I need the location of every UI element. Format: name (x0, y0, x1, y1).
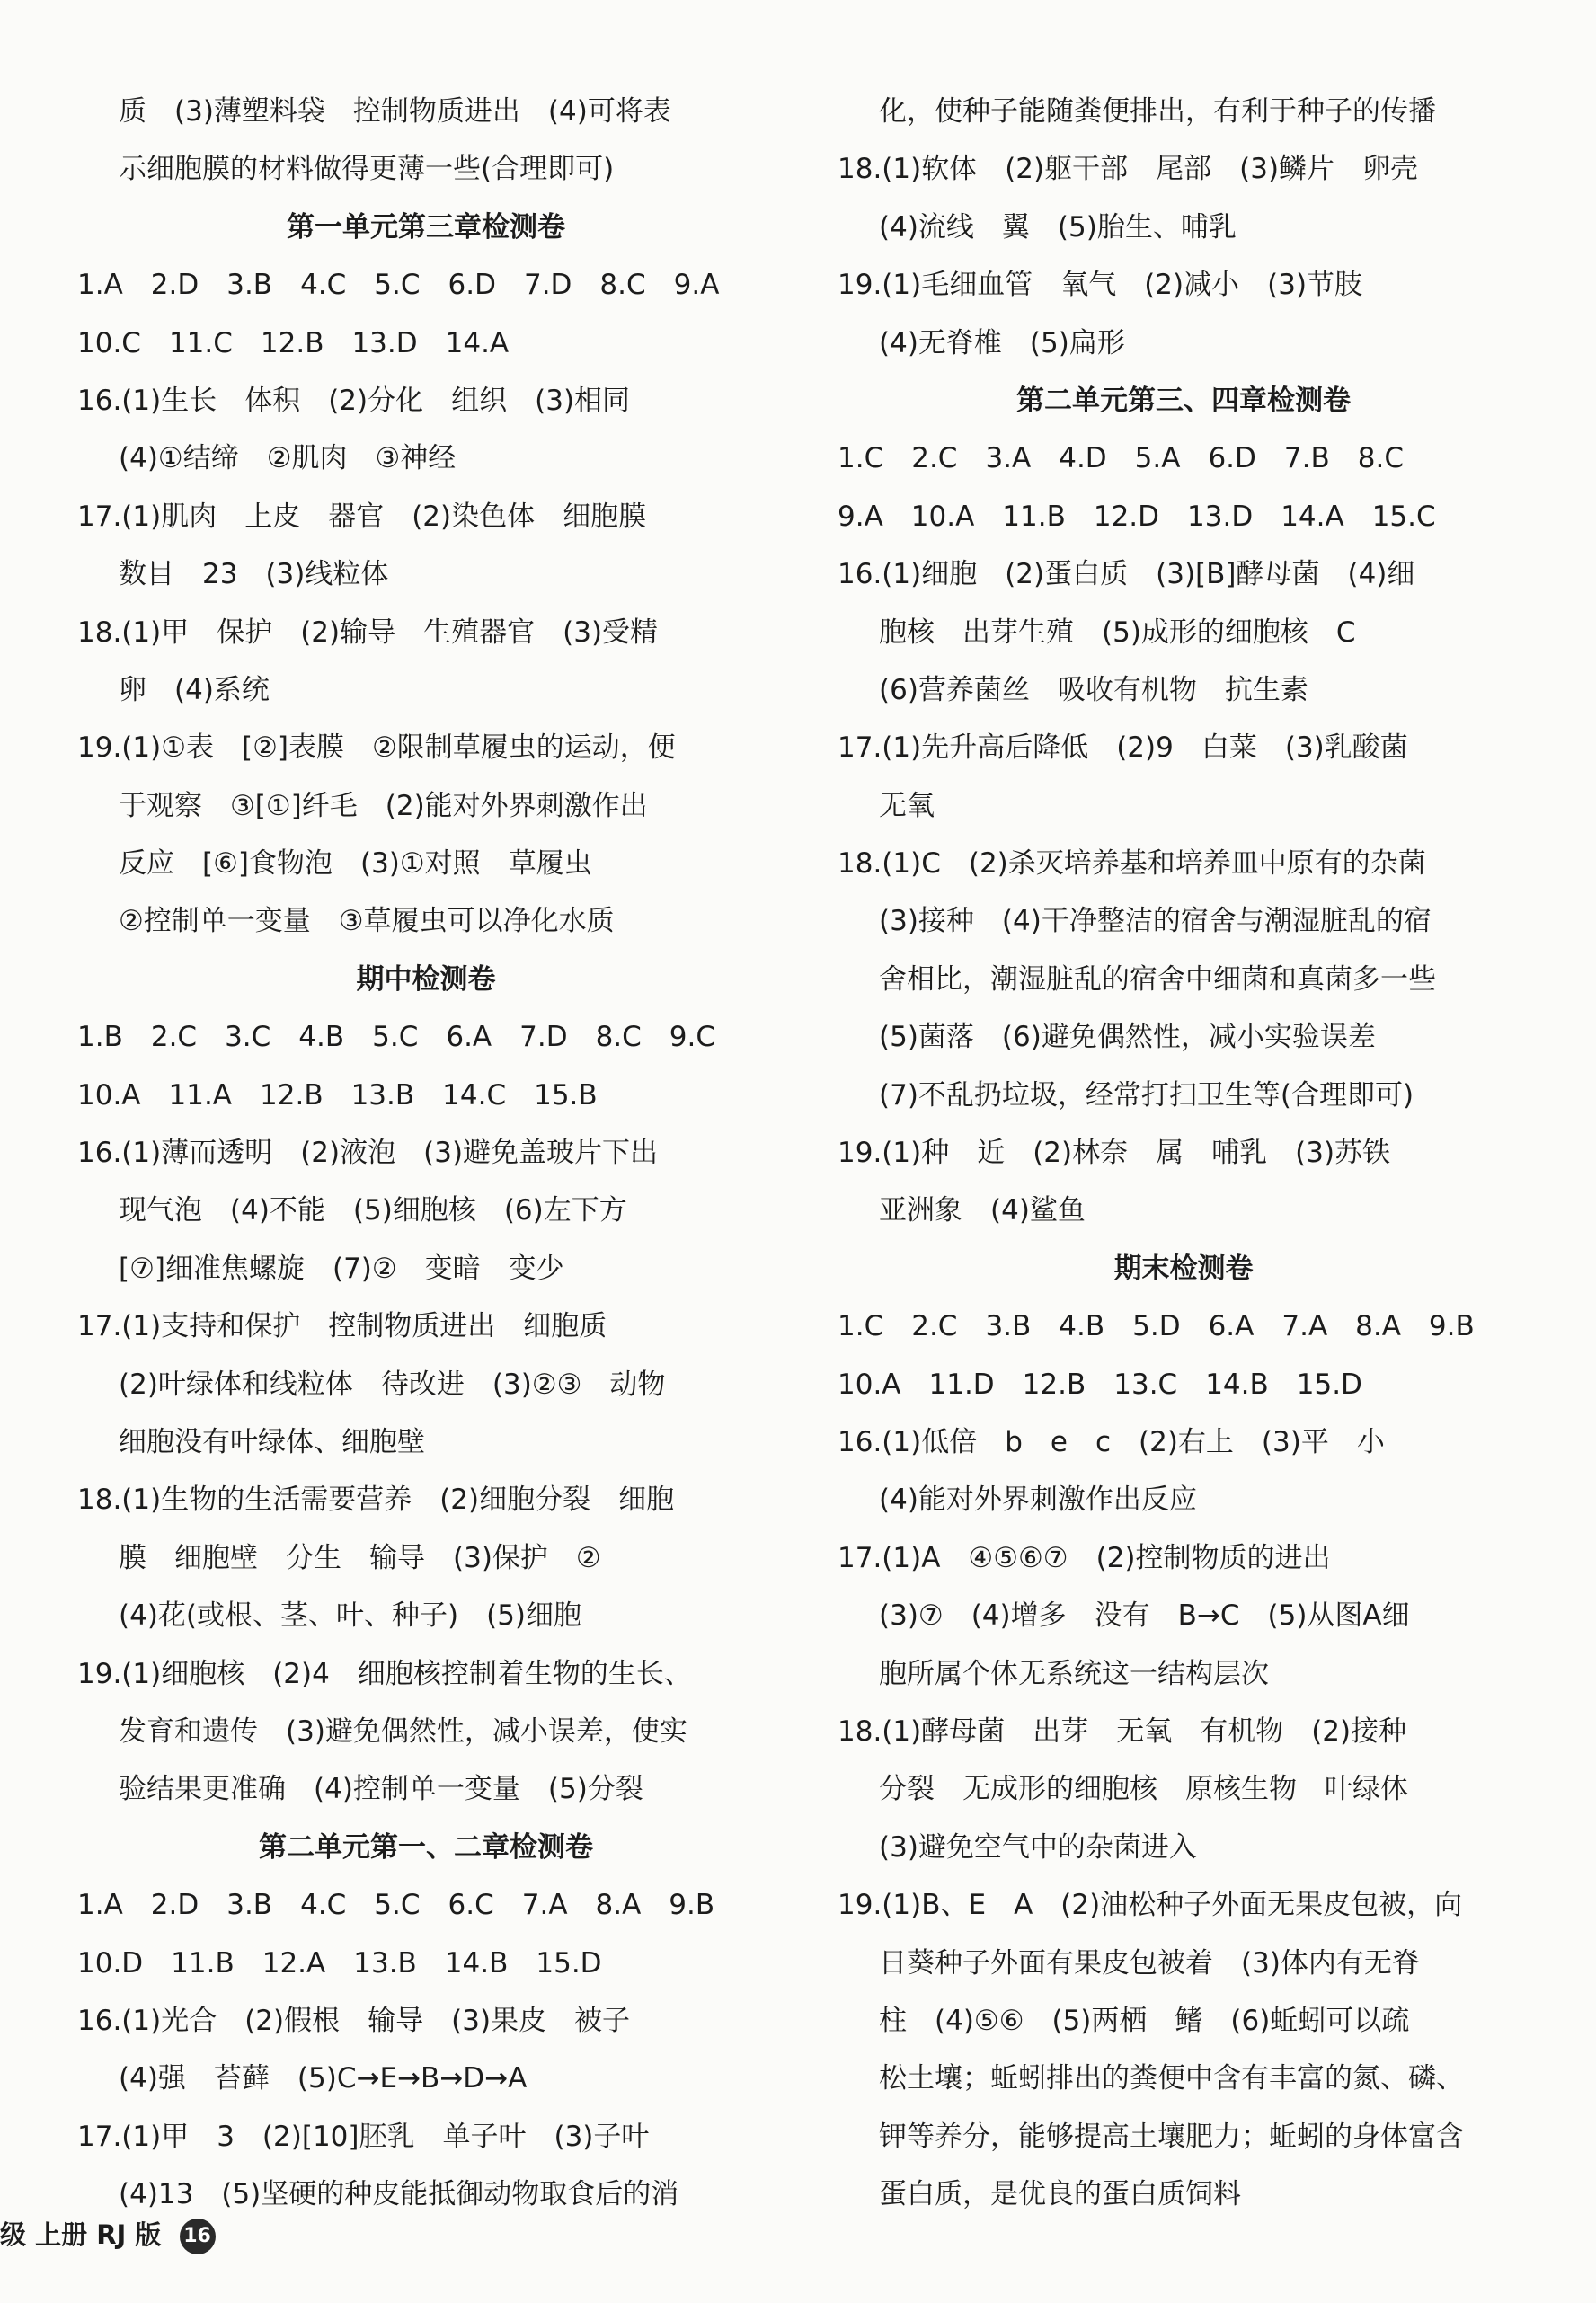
right-column (838, 83, 1530, 2223)
answer-line: 分裂 无成形的细胞核 原核生物 叶绿体 (879, 1773, 1408, 1806)
answer-line: 亚洲象 (4)鲨鱼 (879, 1194, 1086, 1227)
answer-line: 卵 (4)系统 (119, 673, 270, 706)
section-heading: 期末检测卷 (1113, 1252, 1254, 1285)
answer-line: 柱 (4)⑤⑥ (5)两栖 鳍 (6)蚯蚓可以疏 (879, 2004, 1410, 2037)
section-heading: 期中检测卷 (356, 962, 496, 996)
answer-line: 质 (3)薄塑料袋 控制物质进出 (4)可将表 (119, 95, 671, 128)
answer-line: 16.(1)低倍 b e c (2)右上 (3)平 小 (838, 1425, 1385, 1458)
answer-line: 膜 细胞壁 分生 输导 (3)保护 ② (119, 1541, 601, 1574)
left-column (77, 83, 775, 2223)
answer-line: (4)无脊椎 (5)扁形 (879, 326, 1125, 359)
answer-line: [⑦]细准焦螺旋 (7)② 变暗 变少 (119, 1252, 564, 1285)
answer-line: 示细胞膜的材料做得更薄一些(合理即可) (119, 153, 615, 186)
answer-line: 化，使种子能随粪便排出，有利于种子的传播 (879, 95, 1436, 128)
answer-line: 18.(1)软体 (2)躯干部 尾部 (3)鳞片 卵壳 (838, 153, 1419, 186)
answer-line: 无氧 (879, 789, 935, 822)
answer-line: 19.(1)①表 [②]表膜 ②限制草履虫的运动，便 (77, 731, 676, 765)
section-heading: 第二单元第三、四章检测卷 (1016, 384, 1351, 417)
answer-line: (3)接种 (4)干净整洁的宿舍与潮湿脏乱的宿 (879, 905, 1432, 938)
answer-line: (4)①结缔 ②肌肉 ③神经 (119, 442, 457, 475)
answer-line: 16.(1)细胞 (2)蛋白质 (3)[B]酵母菌 (4)细 (838, 558, 1415, 591)
answer-line: 舍相比，潮湿脏乱的宿舍中细菌和真菌多一些 (879, 962, 1436, 996)
answer-line: 16.(1)生长 体积 (2)分化 组织 (3)相同 (77, 384, 631, 417)
answer-line: 钾等养分，能够提高土壤肥力；蚯蚓的身体富含 (879, 2120, 1464, 2153)
answer-line: 18.(1)酵母菌 出芽 无氧 有机物 (2)接种 (838, 1714, 1407, 1748)
answer-line: (6)营养菌丝 吸收有机物 抗生素 (879, 673, 1308, 706)
answer-line: 现气泡 (4)不能 (5)细胞核 (6)左下方 (119, 1194, 627, 1227)
answer-line: 17.(1)肌肉 上皮 器官 (2)染色体 细胞膜 (77, 500, 647, 533)
answer-line: 17.(1)甲 3 (2)[10]胚乳 单子叶 (3)子叶 (77, 2120, 650, 2153)
answer-line: 于观察 ③[①]纤毛 (2)能对外界刺激作出 (119, 789, 648, 822)
answer-line: 数目 23 (3)线粒体 (119, 558, 389, 591)
answer-line: 发育和遗传 (3)避免偶然性，减小误差，使实 (119, 1714, 687, 1748)
footer-label: 级 上册 RJ 版 (0, 2219, 162, 2250)
section-heading: 第二单元第一、二章检测卷 (259, 1830, 593, 1864)
answer-line: 10.C 11.C 12.B 13.D 14.A (77, 326, 510, 359)
answer-line: 10.A 11.D 12.B 13.C 14.B 15.D (838, 1368, 1362, 1401)
section-heading: 第一单元第三章检测卷 (287, 210, 565, 244)
answer-line: 松土壤；蚯蚓排出的粪便中含有丰富的氮、磷、 (879, 2062, 1464, 2095)
answer-line: (3)⑦ (4)增多 没有 B→C (5)从图A细 (879, 1599, 1410, 1633)
answer-line: 胞所属个体无系统这一结构层次 (879, 1657, 1269, 1690)
answer-line: 17.(1)支持和保护 控制物质进出 细胞质 (77, 1310, 607, 1343)
answer-line: 日葵种子外面有果皮包被着 (3)体内有无脊 (879, 1946, 1420, 1980)
answer-line: 胞核 出芽生殖 (5)成形的细胞核 C (879, 616, 1356, 649)
answer-line: 18.(1)生物的生活需要营养 (2)细胞分裂 细胞 (77, 1484, 675, 1517)
answer-line: (2)叶绿体和线粒体 待改进 (3)②③ 动物 (119, 1368, 666, 1401)
answer-line: 19.(1)B、E A (2)油松种子外面无果皮包被，向 (838, 1889, 1463, 1922)
answer-line: (4)花(或根、茎、叶、种子) (5)细胞 (119, 1599, 582, 1633)
answer-line: ②控制单一变量 ③草履虫可以净化水质 (119, 905, 615, 938)
answer-line: 细胞没有叶绿体、细胞壁 (119, 1425, 425, 1458)
answer-line: 1.A 2.D 3.B 4.C 5.C 6.D 7.D 8.C 9.A (77, 269, 720, 302)
answer-line: 19.(1)细胞核 (2)4 细胞核控制着生物的生长、 (77, 1657, 692, 1690)
answer-line: 1.B 2.C 3.C 4.B 5.C 6.A 7.D 8.C 9.C (77, 1021, 716, 1054)
answer-line: (7)不乱扔垃圾，经常打扫卫生等(合理即可) (879, 1078, 1414, 1112)
answer-line: 16.(1)薄而透明 (2)液泡 (3)避免盖玻片下出 (77, 1137, 659, 1170)
answer-line: 1.C 2.C 3.B 4.B 5.D 6.A 7.A 8.A 9.B (838, 1310, 1475, 1343)
answer-line: 16.(1)光合 (2)假根 输导 (3)果皮 被子 (77, 2004, 631, 2037)
answer-line: 9.A 10.A 11.B 12.D 13.D 14.A 15.C (838, 500, 1436, 533)
answer-line: 1.A 2.D 3.B 4.C 5.C 6.C 7.A 8.A 9.B (77, 1889, 715, 1922)
answer-line: (4)能对外界刺激作出反应 (879, 1484, 1197, 1517)
answer-line: 17.(1)先升高后降低 (2)9 白菜 (3)乳酸菌 (838, 731, 1408, 765)
answer-line: 18.(1)C (2)杀灭培养基和培养皿中原有的杂菌 (838, 847, 1426, 881)
answer-line: 蛋白质，是优良的蛋白质饲料 (879, 2178, 1241, 2211)
answer-line: 18.(1)甲 保护 (2)输导 生殖器官 (3)受精 (77, 616, 659, 649)
answer-line: (4)流线 翼 (5)胎生、哺乳 (879, 210, 1237, 244)
answer-line: 19.(1)毛细血管 氧气 (2)减小 (3)节肢 (838, 269, 1363, 302)
answer-line: 19.(1)种 近 (2)林奈 属 哺乳 (3)苏铁 (838, 1137, 1391, 1170)
answer-line: (3)避免空气中的杂菌进入 (879, 1830, 1197, 1864)
answer-line: (4)13 (5)坚硬的种皮能抵御动物取食后的消 (119, 2178, 679, 2211)
answer-line: 10.D 11.B 12.A 13.B 14.B 15.D (77, 1946, 602, 1980)
answer-line: 验结果更准确 (4)控制单一变量 (5)分裂 (119, 1773, 643, 1806)
answer-line: (5)菌落 (6)避免偶然性，减小实验误差 (879, 1021, 1376, 1054)
answer-line: 10.A 11.A 12.B 13.B 14.C 15.B (77, 1078, 598, 1112)
answer-line: 17.(1)A ④⑤⑥⑦ (2)控制物质的进出 (838, 1541, 1331, 1574)
answer-line: 1.C 2.C 3.A 4.D 5.A 6.D 7.B 8.C (838, 442, 1404, 475)
page-number-badge: 16 (180, 2219, 216, 2254)
answer-line: (4)强 苔藓 (5)C→E→B→D→A (119, 2062, 528, 2095)
page-footer (0, 2212, 216, 2257)
answer-line: 反应 [⑥]食物泡 (3)①对照 草履虫 (119, 847, 592, 881)
